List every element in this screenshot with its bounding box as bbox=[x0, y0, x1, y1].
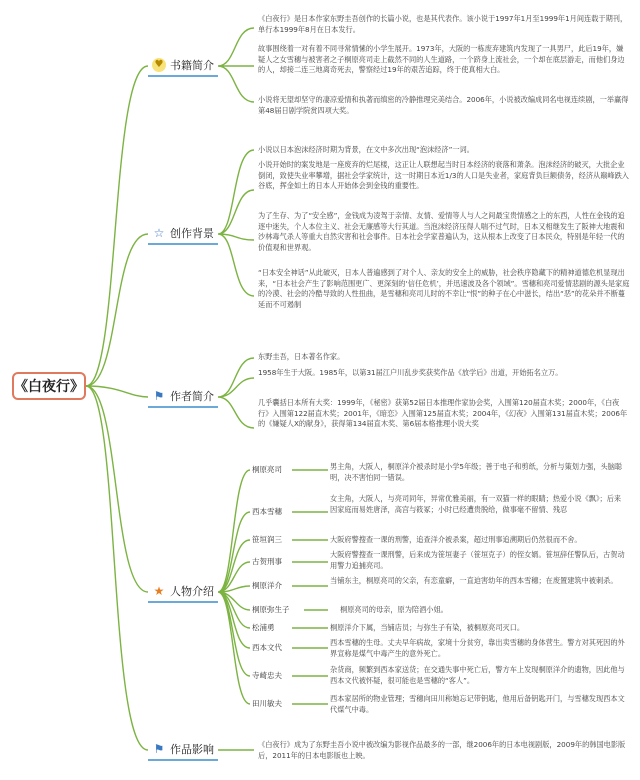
root-link-characters bbox=[86, 386, 148, 592]
character-desc: 女主角，大阪人，与亮司同年，异常优雅美丽，有一双猫一样的眼睛；热爱小说《飘》；后来因家庭而易姓唐泽，高宫与筱冢；小时已经遭贵脱给，做事毫不留情、残忍 bbox=[330, 494, 622, 514]
character-desc-links bbox=[292, 470, 328, 704]
character-name: 寺崎忠夫 bbox=[252, 671, 282, 680]
branch-label: 书籍简介 bbox=[170, 59, 214, 72]
lightbulb-icon: ♥ bbox=[152, 58, 166, 72]
intro-text: 小说将无望却坚守的凄凉爱情和执著而缜密的冷静推理完美结合。2006年，小说被改编成同名电视连续剧，一举赢得第48届日剧学院赏四项大奖。 bbox=[258, 95, 629, 115]
branch-characters[interactable] bbox=[148, 581, 218, 603]
flag-icon: ⚑ bbox=[153, 742, 165, 756]
branch-label: 作品影响 bbox=[170, 743, 214, 756]
character-desc: 西本家居所的物业管理；雪穗向田川称她忘记带钥匙，他用后备钥匙开门，与雪穗发现西本文代煤气中毒。 bbox=[330, 694, 625, 714]
background-text: 为了生存、为了“安全感”，金钱成为凌驾于亲情、友情、爱情等人与人之间最宝贵情感之上的东西，人性在金钱的追逐中迷失，个人本位主义、社会无廉感等大行其道。当泡沫经济压得人喘不过气时，日本又相继发生了阪神大地震和沙林毒气杀人等重大自然灾害和社会事件。日本社会学家普遍认为，这从根本上改变了日本民众，特别是年轻一代的价值观和世界观。 bbox=[258, 211, 625, 252]
branch-background[interactable] bbox=[148, 223, 218, 245]
branch-label: 人物介绍 bbox=[170, 585, 214, 598]
character-desc: 桐原亮司的母亲，原为陪酒小姐。 bbox=[340, 605, 448, 614]
root-link-intro bbox=[86, 66, 148, 386]
root-topic[interactable]: 《白夜行》 bbox=[12, 372, 86, 400]
branch-label: 创作背景 bbox=[170, 227, 214, 240]
character-desc: 桐原洋介下属，当铺店员；与弥生子有染，被桐原亮司灭口。 bbox=[330, 623, 525, 632]
root-link-influence bbox=[86, 386, 148, 750]
branch-label: 作者简介 bbox=[170, 390, 214, 403]
character-name: 西本雪穗 bbox=[252, 507, 282, 516]
character-desc: 男主角，大阪人，桐原洋介被杀时是小学5年级；善于电子和剪纸，分析与策划力强，头脑聪明，决不害怕同一错误。 bbox=[330, 462, 623, 482]
character-name: 西本文代 bbox=[252, 643, 282, 652]
branch-author[interactable] bbox=[148, 386, 218, 408]
character-name: 松浦勇 bbox=[252, 623, 275, 632]
intro-links bbox=[218, 28, 254, 102]
branch-intro[interactable] bbox=[148, 55, 218, 77]
influence-text: 《白夜行》成为了东野圭吾小说中被改编为影视作品最多的一部，继2006年的日本电视剧版，2009年的韩国电影版后，2011年的日本电影版也上映。 bbox=[258, 740, 626, 760]
flag-icon: ⚑ bbox=[153, 389, 165, 403]
character-desc: 当铺东主，桐原亮司的父亲，有恋童癖，一直迫害幼年的西本雪穗；在废置建筑中被刺杀。 bbox=[330, 576, 618, 585]
character-name: 桐原弥生子 bbox=[252, 605, 290, 614]
character-desc: 大阪府警搜查一课刑警，后来成为笹垣妻子（笹垣克子）的侄女婿。笹垣辞任警队后，古贺动用警力追捕亮司。 bbox=[330, 550, 625, 570]
author-text: 东野圭吾，日本著名作家。 bbox=[258, 352, 345, 361]
intro-text: 故事围绕着一对有着不同寻常情愫的小学生展开。1973年，大阪的一栋废弃建筑内发现了一具男尸，此后19年，嫌疑人之女雪穗与被害者之子桐原亮司走上截然不同的人生道路，一个跻身上流社会，一个却在底层游走，而他们身边的人，却接二连三地离奇死去，警察经过19年的艰苦追踪，终于使真相大白。 bbox=[258, 44, 625, 74]
background-text: 小说开始时的案发地是一座废弃的烂尾楼，这正让人联想起当时日本经济的衰落和萧条。泡沫经济的破灭，大批企业倒闭，致使失业率攀增，据社会学家统计，这一时期日本近1/3的人口是失业者，家庭背负巨额债务，经济从巅峰跌入谷底，挥金如土的日本人开始体会到金钱的重要性。 bbox=[258, 160, 629, 190]
intro-text: 《白夜行》是日本作家东野圭吾创作的长篇小说，也是其代表作。该小说于1997年1月至1999年1月间连载于期刊，单行本1999年8月在日本发行。 bbox=[258, 14, 628, 34]
branch-influence[interactable] bbox=[148, 739, 218, 761]
character-desc: 西本雪穗的生母。丈夫早年病故，家境十分贫穷，靠出卖雪穗的身体营生。警方对其死因的外界宣称是煤气中毒产生的意外死亡。 bbox=[330, 638, 625, 658]
character-name: 桐原洋介 bbox=[252, 581, 282, 590]
character-name: 田川敏夫 bbox=[252, 699, 282, 708]
author-text: 1958年生于大阪。1985年，以第31届江户川乱步奖获奖作品《放学后》出道，开始拓名立万。 bbox=[258, 368, 563, 377]
character-desc: 杂货商，频繁到西本家送货；在交通失事中死亡后，警方车上发现桐原洋介的遗物，因此他与西本文代被怀疑，很可能也是雪穗的“客人”。 bbox=[330, 665, 625, 685]
background-text: “日本安全神话”从此破灭，日本人普遍感到了对个人、亲友的安全上的威胁，社会秩序隐藏下的精神道德危机显现出来，“日本社会产生了影响范围更广、更深刻的‘信任危机’，并迅速波及各个领域”。雪穗和亮司爱情悲剧的源头是家庭的冷漠、社会的冷酷导致的人性扭曲，是雪穗和亮司儿时的不幸让“恨”的种子在心中滋长，结出“恶”的花朵并不断蔓延而不可遏制 bbox=[258, 268, 630, 309]
background-links bbox=[218, 150, 254, 296]
star-filled-icon: ★ bbox=[153, 584, 165, 598]
root-link-background bbox=[86, 234, 148, 386]
author-links bbox=[218, 358, 254, 428]
character-name: 笹垣润三 bbox=[252, 535, 282, 544]
character-desc: 大阪府警搜查一课的刑警，追查洋介被杀案，超过刑事追溯期后仍然很而不舍。 bbox=[330, 535, 582, 544]
character-links bbox=[218, 470, 250, 704]
star-outline-icon: ☆ bbox=[153, 226, 165, 240]
author-text: 几乎囊括日本所有大奖：1999年，《秘密》获第52届日本推理作家协会奖，入围第120届直木奖；2000年，《白夜行》入围第122届直木奖；2001年，《暗恋》入围第125届直木奖；2004年，《幻夜》入围第131届直木奖；2006年的《嫌疑人X的献身》，获得第134届直木奖、第6届本格推理小说大奖 bbox=[258, 398, 628, 428]
character-name: 桐原亮司 bbox=[252, 465, 282, 474]
background-text: 小说以日本泡沫经济时期为背景，在文中多次出现“泡沫经济”一词。 bbox=[258, 145, 474, 154]
character-name: 古贺刑事 bbox=[252, 557, 282, 566]
